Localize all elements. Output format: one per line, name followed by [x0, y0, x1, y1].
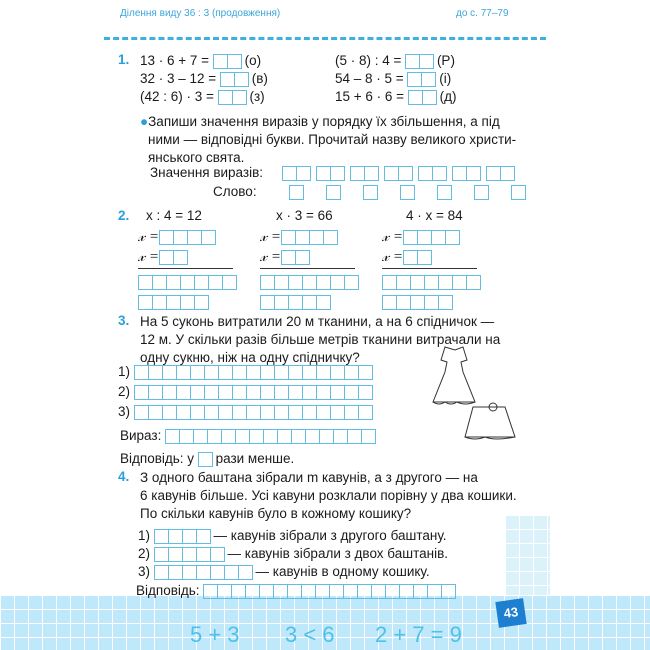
check-boxes[interactable] — [260, 274, 358, 292]
letter: (з) — [249, 89, 265, 104]
answer-cell[interactable] — [232, 385, 247, 400]
answer-cell[interactable] — [218, 365, 233, 380]
answer-cell[interactable] — [168, 565, 183, 580]
answer-cell[interactable] — [302, 385, 317, 400]
answer-cell[interactable] — [232, 405, 247, 420]
answer-cell[interactable] — [452, 275, 467, 290]
answer-cell[interactable] — [316, 166, 331, 181]
answer-cell[interactable] — [260, 405, 275, 420]
check-boxes[interactable] — [138, 274, 236, 292]
answer-cell[interactable] — [232, 365, 247, 380]
answer-cell[interactable] — [438, 295, 453, 310]
divider-line — [382, 268, 477, 269]
answer-cell[interactable] — [421, 72, 436, 87]
answer-cell[interactable] — [281, 230, 296, 245]
answer-cell[interactable] — [347, 429, 362, 444]
x-row: 𝓍 = — [138, 228, 215, 246]
answer-cell[interactable] — [350, 166, 365, 181]
answer-cell[interactable] — [182, 565, 197, 580]
answer-cell[interactable] — [193, 429, 208, 444]
answer-cell[interactable] — [405, 54, 420, 69]
answer-cell[interactable] — [408, 90, 423, 105]
answer-cell[interactable] — [203, 584, 218, 599]
answer-cell[interactable] — [431, 230, 446, 245]
page-number: 43 — [495, 598, 526, 628]
answer-cell[interactable] — [245, 584, 260, 599]
step-boxes[interactable] — [134, 405, 372, 420]
answer-cell[interactable] — [288, 275, 303, 290]
answer-cell[interactable] — [238, 565, 253, 580]
answer-cell[interactable] — [384, 166, 399, 181]
word-boxes[interactable] — [289, 184, 526, 202]
x-row: 𝓍 = — [138, 248, 187, 266]
answer-cell[interactable] — [162, 365, 177, 380]
answer-cell[interactable] — [364, 166, 379, 181]
expression-row: Вираз: — [120, 428, 375, 444]
decor-expression: 5 + 3 — [190, 622, 240, 647]
answer-cell[interactable] — [162, 385, 177, 400]
expression: 32 · 3 – 12 = — [140, 71, 217, 86]
answer-cell[interactable] — [302, 295, 317, 310]
answer-cell[interactable] — [417, 230, 432, 245]
letter: (в) — [251, 71, 268, 86]
answer-cell[interactable] — [246, 405, 261, 420]
answer-cell[interactable] — [295, 230, 310, 245]
answer-cell[interactable] — [302, 275, 317, 290]
answer-cell[interactable] — [486, 166, 501, 181]
answer-cell[interactable] — [154, 547, 169, 562]
answer-cell[interactable] — [417, 250, 432, 265]
answer-cell[interactable] — [418, 166, 433, 181]
answer-cell[interactable] — [305, 429, 320, 444]
answer-cell[interactable] — [344, 385, 359, 400]
answer-cell[interactable] — [330, 405, 345, 420]
answer-cell[interactable] — [382, 275, 397, 290]
answer-cell[interactable] — [344, 365, 359, 380]
expression: 13 · 6 + 7 = — [140, 53, 210, 68]
divider-line — [138, 268, 233, 269]
answer-cell[interactable] — [330, 365, 345, 380]
answer-cell[interactable] — [330, 275, 345, 290]
answer-cell[interactable] — [138, 275, 153, 290]
answer-cell[interactable] — [201, 230, 216, 245]
answer-cell[interactable] — [410, 275, 425, 290]
answer-cell[interactable] — [445, 230, 460, 245]
answer-cell[interactable] — [182, 529, 197, 544]
answer-cell[interactable] — [441, 584, 456, 599]
answer-cell[interactable] — [288, 295, 303, 310]
answer-cell[interactable] — [358, 365, 373, 380]
step-boxes[interactable] — [154, 547, 224, 562]
answer-cell[interactable] — [148, 365, 163, 380]
answer-cell[interactable] — [316, 275, 331, 290]
answer-boxes[interactable] — [408, 90, 436, 105]
answer-cell[interactable] — [274, 275, 289, 290]
answer-cell[interactable] — [134, 385, 149, 400]
answer-cell[interactable] — [194, 275, 209, 290]
task-1-instruction: ●Запиши значення виразів у порядку їх збільшення, а під ними — відповідні букви. Прочитай назву великого христи- янського свята. — [140, 114, 517, 165]
task-3-answer: Відповідь: у рази менше. — [120, 451, 295, 466]
answer-cell[interactable] — [398, 166, 413, 181]
answer-cell[interactable] — [287, 584, 302, 599]
answer-cell[interactable] — [173, 230, 188, 245]
answer-cell[interactable] — [316, 365, 331, 380]
divider-line — [260, 268, 355, 269]
answer-cell[interactable] — [288, 385, 303, 400]
answer-cell[interactable] — [204, 365, 219, 380]
equation-1: x : 4 = 12 — [146, 208, 202, 223]
answer-cell[interactable] — [295, 250, 310, 265]
answer-cell[interactable] — [235, 429, 250, 444]
answer-cell[interactable] — [330, 166, 345, 181]
answer-cell[interactable] — [165, 429, 180, 444]
answer-cell[interactable] — [277, 429, 292, 444]
answer-cell[interactable] — [432, 166, 447, 181]
answer-cell[interactable] — [190, 385, 205, 400]
answer-cell[interactable] — [281, 250, 296, 265]
answer-cell[interactable] — [210, 565, 225, 580]
answer-cell[interactable] — [227, 54, 242, 69]
answer-cell[interactable] — [424, 275, 439, 290]
step-boxes[interactable] — [154, 529, 210, 544]
answer-cell[interactable] — [182, 547, 197, 562]
answer-cell[interactable] — [466, 166, 481, 181]
answer-cell[interactable] — [263, 429, 278, 444]
answer-cell[interactable] — [159, 230, 174, 245]
answer-cell[interactable] — [302, 365, 317, 380]
answer-cell[interactable] — [274, 405, 289, 420]
answer-cell[interactable] — [407, 72, 422, 87]
answer-cell[interactable] — [343, 584, 358, 599]
answer-cell[interactable] — [168, 529, 183, 544]
answer-cell[interactable] — [204, 385, 219, 400]
answer-cell[interactable] — [176, 385, 191, 400]
answer-cell[interactable] — [329, 584, 344, 599]
task-3-text: На 5 суконь витратили 20 м тканини, а на 6 спідничок — 12 м. У скільки разів більше метрів тканини витрачали на одну сукню, ніж на одну спідничку? — [140, 314, 501, 365]
decor-expression: 2 + 7 = 9 — [375, 622, 462, 647]
answer-cell[interactable] — [198, 452, 213, 467]
answer-cell[interactable] — [319, 429, 334, 444]
answer-cell[interactable] — [344, 405, 359, 420]
answer-cell[interactable] — [173, 250, 188, 265]
answer-cell[interactable] — [302, 405, 317, 420]
answer-cell[interactable] — [180, 275, 195, 290]
answer-boxes[interactable] — [407, 72, 435, 87]
equation-3: 4 · x = 84 — [406, 208, 463, 223]
answer-cell[interactable] — [288, 405, 303, 420]
answer-cell[interactable] — [176, 365, 191, 380]
answer-cell[interactable] — [166, 275, 181, 290]
answer-cell[interactable] — [413, 584, 428, 599]
values-label: Значення виразів: — [150, 165, 264, 180]
answer-cell[interactable] — [424, 295, 439, 310]
check-boxes[interactable] — [382, 294, 452, 312]
answer-cell[interactable] — [218, 405, 233, 420]
x-row: 𝓍 = — [260, 248, 309, 266]
answer-cell[interactable] — [419, 54, 434, 69]
task-4-answer: Відповідь: — [136, 583, 455, 599]
check-boxes[interactable] — [382, 274, 480, 292]
answer-cell[interactable] — [138, 295, 153, 310]
page-reference: до с. 77–79 — [456, 8, 509, 19]
dress-and-skirt-illustration — [425, 342, 520, 442]
task-1-right — [335, 52, 456, 106]
answer-cell[interactable] — [274, 295, 289, 310]
answer-cell[interactable] — [410, 295, 425, 310]
answer-cell[interactable] — [134, 405, 149, 420]
answer-cell[interactable] — [357, 584, 372, 599]
values-boxes[interactable] — [282, 166, 514, 181]
answer-cell[interactable] — [330, 385, 345, 400]
answer-cell[interactable] — [222, 275, 237, 290]
answer-boxes[interactable] — [405, 54, 433, 69]
word-label: Слово: — [213, 184, 257, 199]
answer-boxes[interactable] — [218, 90, 246, 105]
answer-cell[interactable] — [382, 295, 397, 310]
answer-cell[interactable] — [221, 429, 236, 444]
answer-cell[interactable] — [289, 185, 304, 200]
task-1-number: 1. — [118, 52, 130, 67]
step-boxes[interactable] — [134, 365, 372, 380]
x-row: 𝓍 = — [260, 228, 337, 246]
task-3-number: 3. — [118, 313, 130, 328]
answer-cell[interactable] — [218, 90, 233, 105]
answer-cell[interactable] — [438, 275, 453, 290]
answer-cell[interactable] — [159, 250, 174, 265]
answer-cell[interactable] — [358, 385, 373, 400]
answer-cell[interactable] — [399, 584, 414, 599]
task-4-text: З одного баштана зібрали m кавунів, а з другого — на 6 кавунів більше. Усі кавуни розклали порівну у два кошики. По скільки кавунів було в кожному кошику? — [140, 470, 517, 521]
check-boxes[interactable] — [138, 294, 208, 312]
answer-cell[interactable] — [260, 275, 275, 290]
answer-cell[interactable] — [260, 295, 275, 310]
answer-box[interactable] — [198, 452, 212, 467]
answer-cell[interactable] — [204, 405, 219, 420]
answer-cell[interactable] — [466, 275, 481, 290]
answer-cell[interactable] — [210, 547, 225, 562]
answer-cell[interactable] — [190, 405, 205, 420]
answer-cell[interactable] — [148, 385, 163, 400]
answer-cell[interactable] — [166, 295, 181, 310]
answer-cell[interactable] — [196, 565, 211, 580]
answer-cell[interactable] — [154, 565, 169, 580]
answer-cell[interactable] — [194, 295, 209, 310]
answer-cell[interactable] — [220, 72, 235, 87]
expression: 54 – 8 · 5 = — [335, 71, 404, 86]
letter: (і) — [439, 71, 452, 86]
section-title: Ділення виду 36 : 3 (продовження) — [120, 8, 281, 19]
letter: (д) — [439, 89, 457, 104]
answer-cell[interactable] — [344, 275, 359, 290]
answer-cell[interactable] — [400, 185, 415, 200]
letter: (о) — [244, 53, 262, 68]
answer-cell[interactable] — [217, 584, 232, 599]
answer-boxes[interactable] — [203, 584, 455, 599]
answer-cell[interactable] — [385, 584, 400, 599]
answer-cell[interactable] — [452, 166, 467, 181]
expression: (42 : 6) · 3 = — [140, 89, 214, 104]
letter: (Р) — [436, 53, 455, 68]
answer-cell[interactable] — [246, 365, 261, 380]
answer-cell[interactable] — [180, 295, 195, 310]
task-4-number: 4. — [118, 469, 130, 484]
answer-cell[interactable] — [168, 547, 183, 562]
answer-cell[interactable] — [260, 365, 275, 380]
check-boxes[interactable] — [260, 294, 330, 312]
answer-cell[interactable] — [213, 54, 228, 69]
answer-cell[interactable] — [326, 185, 341, 200]
answer-cell[interactable] — [224, 565, 239, 580]
answer-cell[interactable] — [296, 166, 311, 181]
answer-boxes[interactable] — [220, 72, 248, 87]
bullet-icon: ● — [140, 114, 149, 129]
task-1-left — [140, 52, 268, 106]
answer-cell[interactable] — [396, 275, 411, 290]
answer-cell[interactable] — [427, 584, 442, 599]
decorative-grid — [505, 515, 550, 600]
equation-2: x · 3 = 66 — [276, 208, 333, 223]
answer-cell[interactable] — [196, 547, 211, 562]
answer-cell[interactable] — [207, 429, 222, 444]
answer-cell[interactable] — [361, 429, 376, 444]
x-row: 𝓍 = — [382, 228, 459, 246]
answer-cell[interactable] — [246, 385, 261, 400]
answer-cell[interactable] — [437, 185, 452, 200]
answer-cell[interactable] — [259, 584, 274, 599]
answer-cell[interactable] — [152, 275, 167, 290]
answer-cell[interactable] — [274, 385, 289, 400]
answer-boxes[interactable] — [213, 54, 241, 69]
answer-cell[interactable] — [187, 230, 202, 245]
answer-cell[interactable] — [179, 429, 194, 444]
answer-cell[interactable] — [316, 295, 331, 310]
answer-cell[interactable] — [282, 166, 297, 181]
answer-cell[interactable] — [274, 365, 289, 380]
answer-cell[interactable] — [152, 295, 167, 310]
answer-cell[interactable] — [288, 365, 303, 380]
answer-cell[interactable] — [316, 385, 331, 400]
answer-cell[interactable] — [134, 365, 149, 380]
answer-cell[interactable] — [511, 185, 526, 200]
answer-cell[interactable] — [474, 185, 489, 200]
step-boxes[interactable] — [154, 565, 252, 580]
answer-cell[interactable] — [176, 405, 191, 420]
answer-cell[interactable] — [162, 405, 177, 420]
answer-cell[interactable] — [154, 529, 169, 544]
answer-cell[interactable] — [231, 584, 246, 599]
task-4-steps: 1) — кавунів зібрали з другого баштану. 2) — кавунів зібрали з двох баштанів. 3) — кавунів в одному кошику. — [138, 528, 448, 579]
answer-cell[interactable] — [218, 385, 233, 400]
answer-cell[interactable] — [403, 230, 418, 245]
answer-cell[interactable] — [422, 90, 437, 105]
answer-cell[interactable] — [234, 72, 249, 87]
answer-cell[interactable] — [249, 429, 264, 444]
decor-expression: 3 < 6 — [285, 622, 335, 647]
answer-cell[interactable] — [396, 295, 411, 310]
task-3-steps: 1) 2) 3) — [118, 362, 372, 422]
answer-cell[interactable] — [371, 584, 386, 599]
expression-boxes[interactable] — [165, 429, 375, 444]
x-row: 𝓍 = — [382, 248, 431, 266]
answer-cell[interactable] — [323, 230, 338, 245]
answer-cell[interactable] — [301, 584, 316, 599]
task-2-number: 2. — [118, 208, 130, 223]
expression: (5 · 8) : 4 = — [335, 53, 402, 68]
answer-cell[interactable] — [232, 90, 247, 105]
answer-cell[interactable] — [260, 385, 275, 400]
step-boxes[interactable] — [134, 385, 372, 400]
expression: 15 + 6 · 6 = — [335, 89, 405, 104]
answer-cell[interactable] — [190, 365, 205, 380]
answer-cell[interactable] — [500, 166, 515, 181]
answer-cell[interactable] — [403, 250, 418, 265]
answer-cell[interactable] — [273, 584, 288, 599]
answer-cell[interactable] — [148, 405, 163, 420]
answer-cell[interactable] — [316, 405, 331, 420]
answer-cell[interactable] — [291, 429, 306, 444]
answer-cell[interactable] — [315, 584, 330, 599]
answer-cell[interactable] — [196, 529, 211, 544]
answer-cell[interactable] — [309, 230, 324, 245]
answer-cell[interactable] — [358, 405, 373, 420]
divider — [104, 37, 546, 40]
answer-cell[interactable] — [208, 275, 223, 290]
answer-cell[interactable] — [333, 429, 348, 444]
answer-cell[interactable] — [363, 185, 378, 200]
